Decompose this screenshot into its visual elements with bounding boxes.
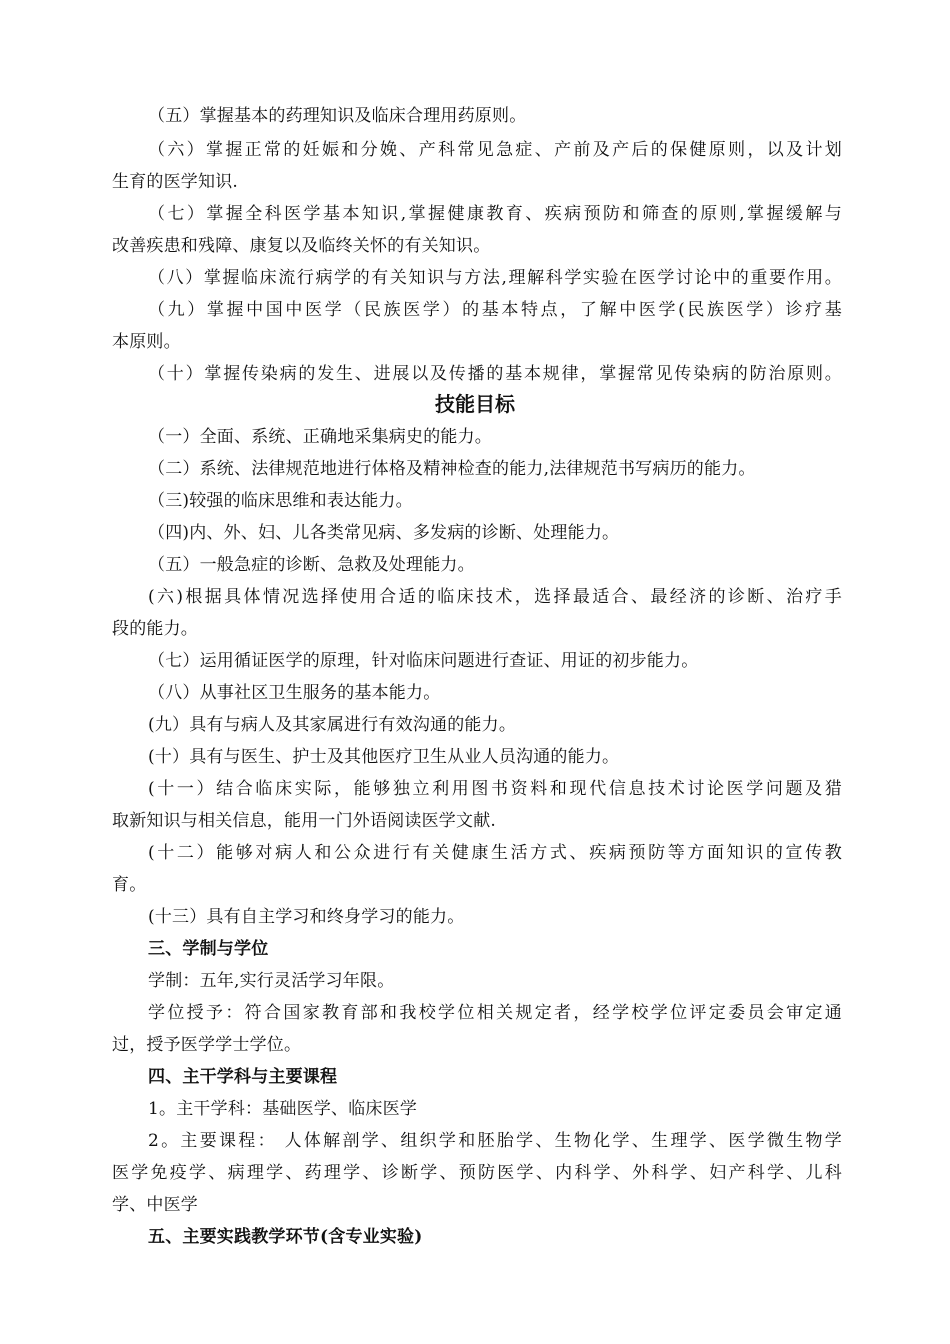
section-3-duration: 学制：五年,实行灵活学习年限。 [148,971,395,991]
knowledge-item-6-line2: 生育的医学知识. [112,172,239,192]
skill-item-10: (十）具有与医生、护士及其他医疗卫生从业人员沟通的能力。 [148,747,620,767]
skill-item-11-line1: (十一）结合临床实际，能够独立利用图书资料和现代信息技术讨论医学问题及猎 [148,779,842,799]
skill-item-6-line1: (六)根据具体情况选择使用合适的临床技术，选择最适合、最经济的诊断、治疗手 [148,587,842,607]
knowledge-item-9-line1: （九）掌握中国中医学（民族医学）的基本特点，了解中医学(民族医学）诊疗基 [148,300,842,320]
skill-item-5: （五）一般急症的诊断、急救及处理能力。 [148,555,475,575]
section-3-degree-line1: 学位授予：符合国家教育部和我校学位相关规定者，经学校学位评定委员会审定通 [148,1003,842,1023]
skill-item-12-line1: (十二）能够对病人和公众进行有关健康生活方式、疾病预防等方面知识的宣传教 [148,843,842,863]
section-4-item-2-line1: 2。主要课程： 人体解剖学、组织学和胚胎学、生物化学、生理学、医学微生物学 [148,1131,842,1151]
knowledge-item-8: （八）掌握临床流行病学的有关知识与方法,理解科学实验在医学讨论中的重要作用。 [148,268,842,288]
skill-item-7: （七）运用循证医学的原理，针对临床问题进行查证、用证的初步能力。 [148,651,699,671]
section-4-item-2-line3: 学、中医学 [112,1195,198,1215]
skill-item-12-line2: 育。 [112,875,147,895]
skill-item-6-line2: 段的能力。 [112,619,198,639]
knowledge-item-6-line1: （六）掌握正常的妊娠和分娩、产科常见急症、产前及产后的保健原则，以及计划 [148,140,842,160]
knowledge-item-9-line2: 本原则。 [112,332,181,352]
skill-item-13: (十三）具有自主学习和终身学习的能力。 [148,907,465,927]
section-5-title: 五、主要实践教学环节(含专业实验) [148,1227,423,1247]
skills-heading: 技能目标 [435,392,515,416]
knowledge-item-5: （五）掌握基本的药理知识及临床合理用药原则。 [148,106,527,126]
section-3-title: 三、学制与学位 [148,939,269,959]
section-4-item-1: 1。主干学科：基础医学、临床医学 [148,1099,418,1119]
section-4-item-2-line2: 医学免疫学、病理学、药理学、诊断学、预防医学、内科学、外科学、妇产科学、儿科 [112,1163,842,1183]
section-3-degree-line2: 过，授予医学学士学位。 [112,1035,302,1055]
skill-item-8: （八）从事社区卫生服务的基本能力。 [148,683,441,703]
knowledge-item-7-line2: 改善疾患和残障、康复以及临终关怀的有关知识。 [112,236,491,256]
knowledge-item-7-line1: （七）掌握全科医学基本知识,掌握健康教育、疾病预防和筛查的原则,掌握缓解与 [148,204,842,224]
skill-item-1: （一）全面、系统、正确地采集病史的能力。 [148,427,492,447]
skill-item-9: (九）具有与病人及其家属进行有效沟通的能力。 [148,715,517,735]
skill-item-2: （二）系统、法律规范地进行体格及精神检查的能力,法律规范书写病历的能力。 [148,459,756,479]
skill-item-3: （三)较强的临床思维和表达能力。 [148,491,413,511]
skill-item-4: （四)内、外、妇、儿各类常见病、多发病的诊断、处理能力。 [148,523,620,543]
section-4-title: 四、主干学科与主要课程 [148,1067,338,1087]
knowledge-item-10: （十）掌握传染病的发生、进展以及传播的基本规律，掌握常见传染病的防治原则。 [148,364,842,384]
skill-item-11-line2: 取新知识与相关信息，能用一门外语阅读医学文献. [112,811,497,831]
